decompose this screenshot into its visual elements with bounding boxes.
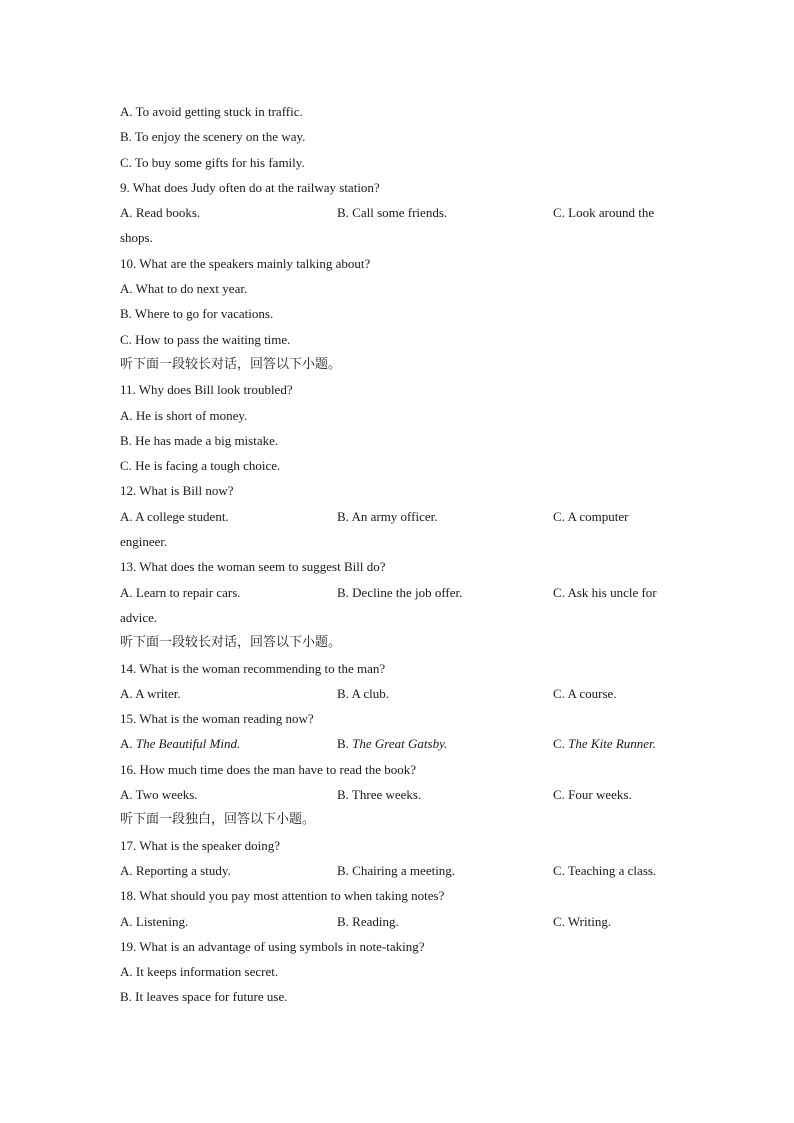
q16-question: 16. How much time does the man have to read the book? xyxy=(120,761,417,777)
q14-question: 14. What is the woman recommending to the man? xyxy=(120,660,386,676)
q15-option-c-prefix: C. xyxy=(553,736,569,752)
q12-option-b: B. An army officer. xyxy=(337,508,438,524)
q13-option-c-continued: advice. xyxy=(120,609,158,625)
q9-option-c: C. Look around the xyxy=(553,205,655,221)
q11-option-a: A. He is short of money. xyxy=(120,407,248,423)
q10-option-b: B. Where to go for vacations. xyxy=(120,306,274,322)
q13-option-b: B. Decline the job offer. xyxy=(337,584,463,600)
q16-option-a: A. Two weeks. xyxy=(120,787,198,803)
q19-option-b: B. It leaves space for future use. xyxy=(120,989,288,1005)
q18-option-c: C. Writing. xyxy=(553,913,612,929)
q9-option-c-continued: shops. xyxy=(120,230,153,246)
document-page xyxy=(120,102,680,1013)
q10-question: 10. What are the speakers mainly talking about? xyxy=(120,255,371,271)
q15-option-c-title: The Kite Runner. xyxy=(568,736,656,752)
q9-options xyxy=(120,203,680,228)
q13-option-a: A. Learn to repair cars. xyxy=(120,584,241,600)
q12-option-c: C. A computer xyxy=(553,508,629,524)
q9-option-a: A. Read books. xyxy=(120,205,201,221)
q14-options xyxy=(120,684,680,709)
q11-option-c: C. He is facing a tough choice. xyxy=(120,458,281,474)
q16-options xyxy=(120,785,680,810)
q19-option-a: A. It keeps information secret. xyxy=(120,964,279,980)
q15-option-b-title: The Great Gatsby. xyxy=(352,736,448,752)
q15-option-a-prefix: A. xyxy=(120,736,136,752)
q15-question: 15. What is the woman reading now? xyxy=(120,711,314,727)
q10-option-a: A. What to do next year. xyxy=(120,281,248,297)
q17-option-c: C. Teaching a class. xyxy=(553,862,657,878)
q12-option-a: A. A college student. xyxy=(120,508,229,524)
q15-option-a-title: The Beautiful Mind. xyxy=(135,736,241,752)
q15-options xyxy=(120,734,680,759)
q18-option-a: A. Listening. xyxy=(120,913,189,929)
q8-option-a: A. To avoid getting stuck in traffic. xyxy=(120,104,303,119)
q15-option-a xyxy=(120,734,337,759)
q19-question: 19. What is an advantage of using symbols in note-taking? xyxy=(120,938,425,954)
q16-option-b: B. Three weeks. xyxy=(337,787,422,803)
q14-option-a: A. A writer. xyxy=(120,685,181,701)
q13-options xyxy=(120,583,680,608)
q12-question: 12. What is Bill now? xyxy=(120,483,234,499)
q17-options xyxy=(120,861,680,886)
q9-option-b: B. Call some friends. xyxy=(337,205,448,221)
q18-options xyxy=(120,912,680,937)
q13-question: 13. What does the woman seem to suggest Bill do? xyxy=(120,559,386,575)
q8-option-b: B. To enjoy the scenery on the way. xyxy=(120,129,306,145)
section-heading-long-dialogue-2: 听下面一段较长对话，回答以下小题。 xyxy=(120,635,342,651)
q17-option-a: A. Reporting a study. xyxy=(120,862,231,878)
q12-option-c-continued: engineer. xyxy=(120,534,168,550)
q15-option-c xyxy=(553,734,680,759)
q17-question: 17. What is the speaker doing? xyxy=(120,837,281,853)
section-heading-long-dialogue: 听下面一段较长对话，回答以下小题。 xyxy=(120,356,342,372)
q14-option-c: C. A course. xyxy=(553,685,617,701)
q17-option-b: B. Chairing a meeting. xyxy=(337,862,456,878)
q18-option-b: B. Reading. xyxy=(337,913,399,929)
q14-option-b: B. A club. xyxy=(337,685,390,701)
q15-option-b xyxy=(337,734,553,759)
q12-options xyxy=(120,507,680,532)
q8-option-c: C. To buy some gifts for his family. xyxy=(120,154,305,170)
q11-option-b: B. He has made a big mistake. xyxy=(120,432,279,448)
q15-option-b-prefix: B. xyxy=(337,736,353,752)
q18-question: 18. What should you pay most attention to when taking notes? xyxy=(120,888,445,904)
q16-option-c: C. Four weeks. xyxy=(553,787,632,803)
q13-option-c: C. Ask his uncle for xyxy=(553,584,657,600)
q11-question: 11. Why does Bill look troubled? xyxy=(120,382,293,398)
section-heading-monologue: 听下面一段独白，回答以下小题。 xyxy=(120,812,316,828)
q9-question: 9. What does Judy often do at the railway station? xyxy=(120,179,380,195)
q10-option-c: C. How to pass the waiting time. xyxy=(120,331,291,347)
